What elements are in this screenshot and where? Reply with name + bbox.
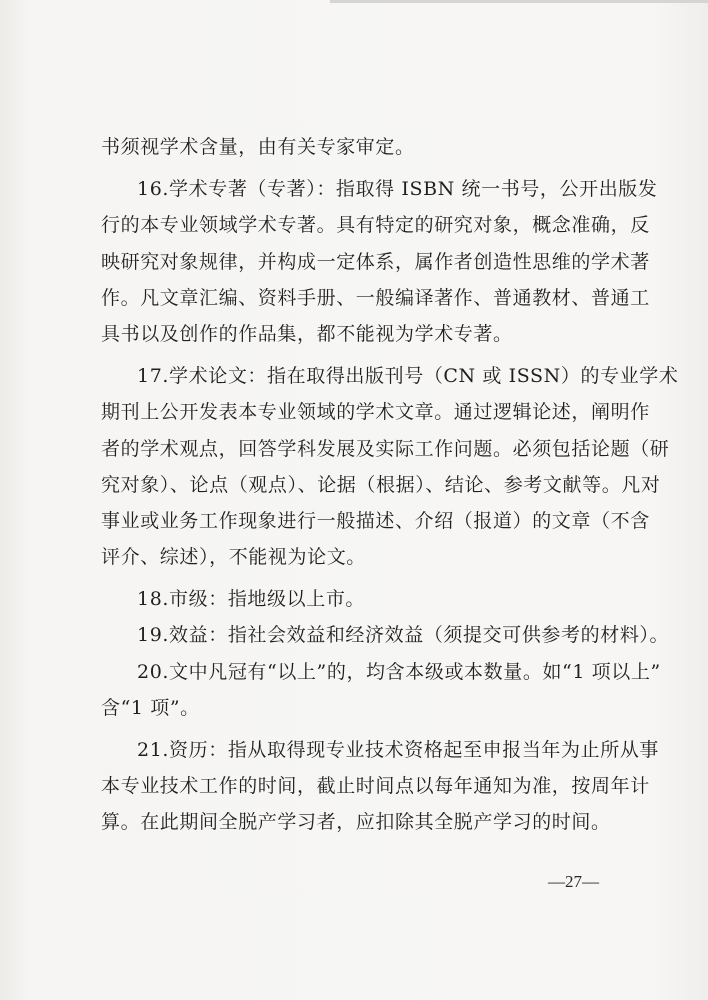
page-number: —27— bbox=[548, 872, 599, 891]
text-line: 行的本专业领域学术专著。具有特定的研究对象，概念准确，反 bbox=[101, 214, 650, 237]
text-line: 19.效益：指社会效益和经济效益（须提交可供参考的材料）。 bbox=[137, 624, 670, 647]
text-line: 本专业技术工作的时间，截止时间点以每年通知为准，按周年计 bbox=[101, 775, 650, 798]
text-line: 事业或业务工作现象进行一般描述、介绍（报道）的文章（不含 bbox=[101, 509, 650, 532]
text-line: 含“1 项”。 bbox=[101, 696, 200, 719]
body-text bbox=[101, 129, 679, 841]
text-line: 21.资历：指从取得现专业技术资格起至申报当年为止所从事 bbox=[137, 739, 660, 761]
text-line: 具书以及创作的作品集，都不能视为学术专著。 bbox=[101, 322, 513, 345]
text-line: 17.学术论文：指在取得出版刊号（CN 或 ISSN）的专业学术 bbox=[137, 365, 679, 388]
text-line: 18.市级：指地级以上市。 bbox=[137, 588, 366, 611]
text-line: 16.学术专著（专著）：指取得 ISBN 统一书号，公开出版发 bbox=[137, 178, 658, 201]
text-line: 映研究对象规律，并构成一定体系，属作者创造性思维的学术著 bbox=[101, 250, 650, 273]
text-line: 者的学术观点，回答学科发展及实际工作问题。必须包括论题（研 bbox=[101, 437, 670, 460]
text-line: 书须视学术含量，由有关专家审定。 bbox=[101, 136, 415, 158]
text-line: 20.文中凡冠有“以上”的，均含本级或本数量。如“1 项以上” bbox=[137, 660, 661, 683]
text-line: 评介、综述），不能视为论文。 bbox=[101, 546, 366, 569]
text-line: 算。在此期间全脱产学习者，应扣除其全脱产学习的时间。 bbox=[101, 811, 611, 834]
text-line: 期刊上公开发表本专业领域的学术文章。通过逻辑论述，阐明作 bbox=[101, 401, 650, 424]
scan-top-edge bbox=[330, 0, 708, 3]
text-line: 作。凡文章汇编、资料手册、一般编译著作、普通教材、普通工 bbox=[101, 286, 650, 309]
text-line: 究对象）、论点（观点）、论据（根据）、结论、参考文献等。凡对 bbox=[101, 473, 661, 496]
